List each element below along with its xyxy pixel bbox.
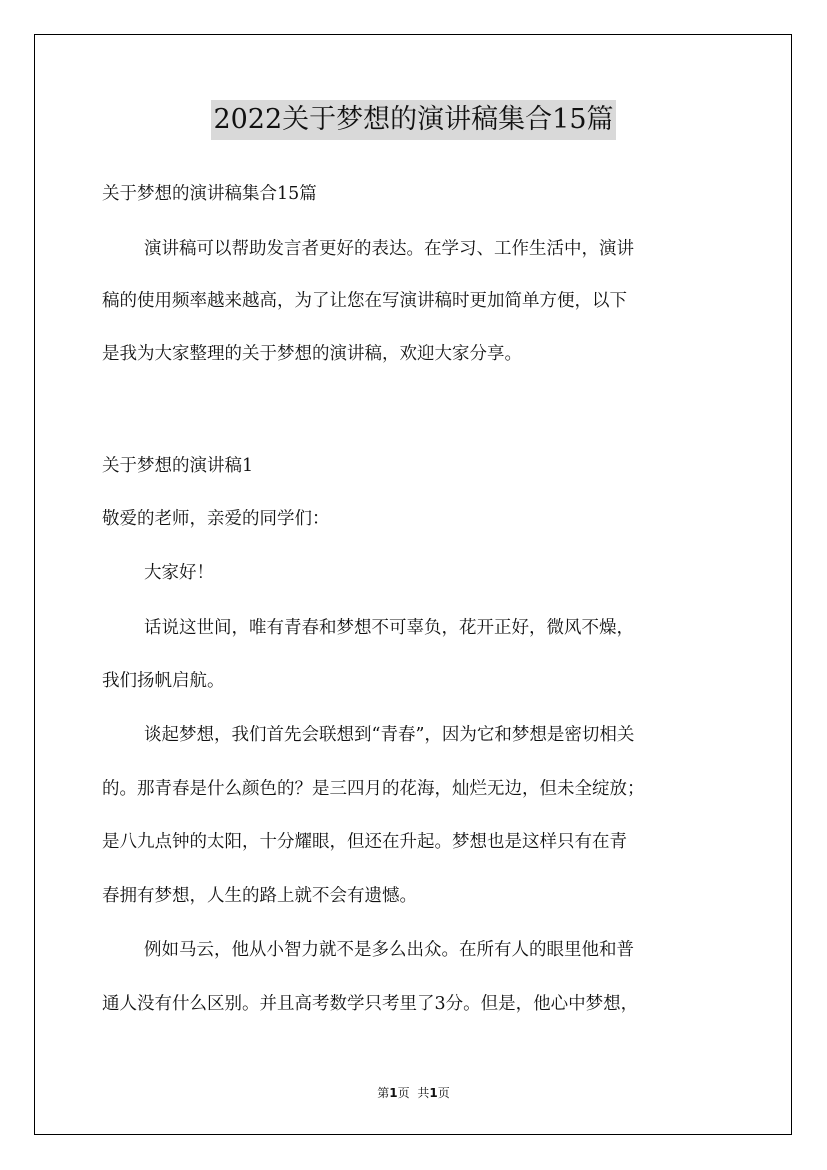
footer-page-number: 1 <box>389 1086 398 1100</box>
paragraph-line: 例如马云，他从小智力就不是多么出众。在所有人的眼里他和普 <box>144 940 634 960</box>
page-footer <box>0 1085 827 1101</box>
footer-total-prefix: 共 <box>417 1086 430 1100</box>
paragraph-line: 春拥有梦想，人生的路上就不会有遗憾。 <box>102 886 417 906</box>
paragraph-line: 是我为大家整理的关于梦想的演讲稿，欢迎大家分享。 <box>102 344 522 364</box>
footer-total-number: 1 <box>429 1086 438 1100</box>
paragraph-line: 演讲稿可以帮助发言者更好的表达。在学习、工作生活中，演讲 <box>144 239 634 259</box>
section-heading: 关于梦想的演讲稿1 <box>102 456 254 476</box>
greeting-line: 大家好！ <box>144 563 214 583</box>
footer-page-suffix: 页 <box>397 1086 410 1100</box>
title-container <box>0 100 827 140</box>
subtitle-line: 关于梦想的演讲稿集合15篇 <box>102 184 317 204</box>
paragraph-line: 话说这世间，唯有青春和梦想不可辜负，花开正好，微风不燥， <box>144 618 634 638</box>
salutation-line: 敬爱的老师，亲爱的同学们： <box>102 509 330 529</box>
footer-total-suffix: 页 <box>437 1086 450 1100</box>
paragraph-line: 的。那青春是什么颜色的？是三四月的花海，灿烂无边，但未全绽放； <box>102 779 645 799</box>
paragraph-line: 通人没有什么区别。并且高考数学只考里了3分。但是，他心中梦想， <box>102 994 639 1014</box>
footer-page-prefix: 第 <box>377 1086 390 1100</box>
document-title: 2022关于梦想的演讲稿集合15篇 <box>211 100 615 140</box>
paragraph-line: 我们扬帆启航。 <box>102 671 225 691</box>
paragraph-line: 稿的使用频率越来越高，为了让您在写演讲稿时更加简单方便，以下 <box>102 291 627 311</box>
paragraph-line: 是八九点钟的太阳，十分耀眼，但还在升起。梦想也是这样只有在青 <box>102 832 627 852</box>
paragraph-line: 谈起梦想，我们首先会联想到“青春”，因为它和梦想是密切相关 <box>144 725 635 745</box>
